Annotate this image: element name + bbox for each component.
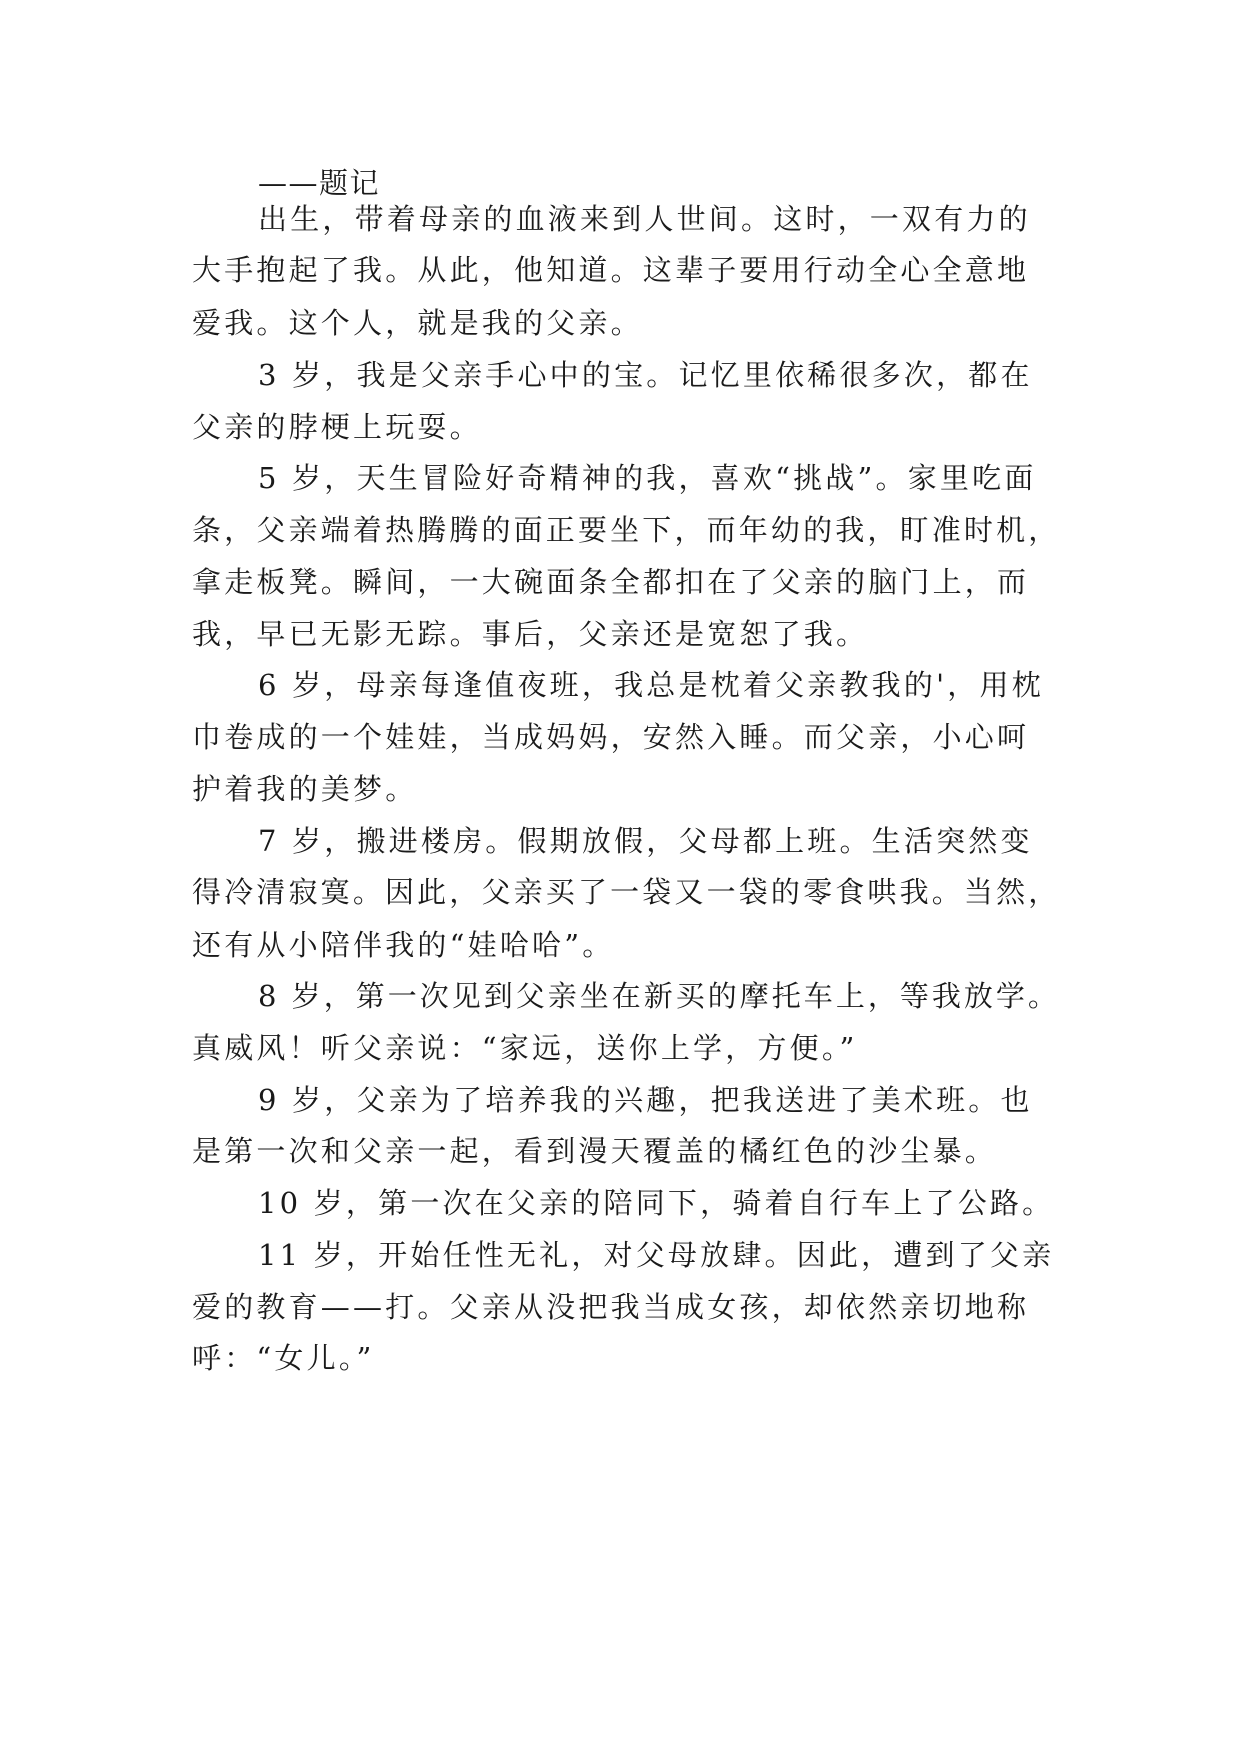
paragraph-4-line-2: 巾卷成的一个娃娃，当成妈妈，安然入睡。而父亲，小心呵 bbox=[192, 720, 1030, 754]
paragraph-9-line-1: 11 岁，开始任性无礼，对父母放肆。因此，遭到了父亲 bbox=[258, 1238, 1055, 1272]
paragraph-3-line-4: 我，早已无影无踪。事后，父亲还是宽恕了我。 bbox=[192, 617, 869, 651]
paragraph-9-line-3: 呼：“女儿。” bbox=[192, 1341, 375, 1375]
paragraph-3-line-3: 拿走板凳。瞬间，一大碗面条全都扣在了父亲的脑门上，而 bbox=[192, 565, 1030, 599]
paragraph-8-line-1: 10 岁，第一次在父亲的陪同下，骑着自行车上了公路。 bbox=[258, 1186, 1055, 1220]
paragraph-4-line-1: 6 岁，母亲每逢值夜班，我总是枕着父亲教我的'，用枕 bbox=[258, 668, 1044, 702]
paragraph-5-line-1: 7 岁，搬进楼房。假期放假，父母都上班。生活突然变 bbox=[258, 824, 1033, 858]
paragraph-4-line-3: 护着我的美梦。 bbox=[192, 772, 418, 806]
paragraph-7-line-2: 是第一次和父亲一起，看到漫天覆盖的橘红色的沙尘暴。 bbox=[192, 1134, 998, 1168]
paragraph-1-line-3: 爱我。这个人，就是我的父亲。 bbox=[192, 306, 643, 340]
paragraph-3-line-2: 条，父亲端着热腾腾的面正要坐下，而年幼的我，盯准时机， bbox=[192, 513, 1061, 547]
epigraph: ——题记 bbox=[258, 166, 381, 200]
paragraph-1-line-1: 出生，带着母亲的血液来到人世间。这时，一双有力的 bbox=[258, 202, 1031, 236]
paragraph-2-line-1: 3 岁，我是父亲手心中的宝。记忆里依稀很多次，都在 bbox=[258, 358, 1033, 392]
paragraph-7-line-1: 9 岁，父亲为了培养我的兴趣，把我送进了美术班。也 bbox=[258, 1083, 1033, 1117]
paragraph-5-line-2: 得冷清寂寞。因此，父亲买了一袋又一袋的零食哄我。当然， bbox=[192, 875, 1061, 909]
paragraph-9-line-2: 爱的教育——打。父亲从没把我当成女孩，却依然亲切地称 bbox=[192, 1290, 1030, 1324]
paragraph-6-line-2: 真威风！听父亲说：“家远，送你上学，方便。” bbox=[192, 1031, 858, 1065]
paragraph-3-line-1: 5 岁，天生冒险好奇精神的我，喜欢“挑战”。家里吃面 bbox=[258, 461, 1037, 495]
paragraph-5-line-3: 还有从小陪伴我的“娃哈哈”。 bbox=[192, 928, 615, 962]
paragraph-1-line-2: 大手抱起了我。从此，他知道。这辈子要用行动全心全意地 bbox=[192, 253, 1030, 287]
paragraph-2-line-2: 父亲的脖梗上玩耍。 bbox=[192, 410, 482, 444]
paragraph-6-line-1: 8 岁，第一次见到父亲坐在新买的摩托车上，等我放学。 bbox=[258, 979, 1060, 1013]
